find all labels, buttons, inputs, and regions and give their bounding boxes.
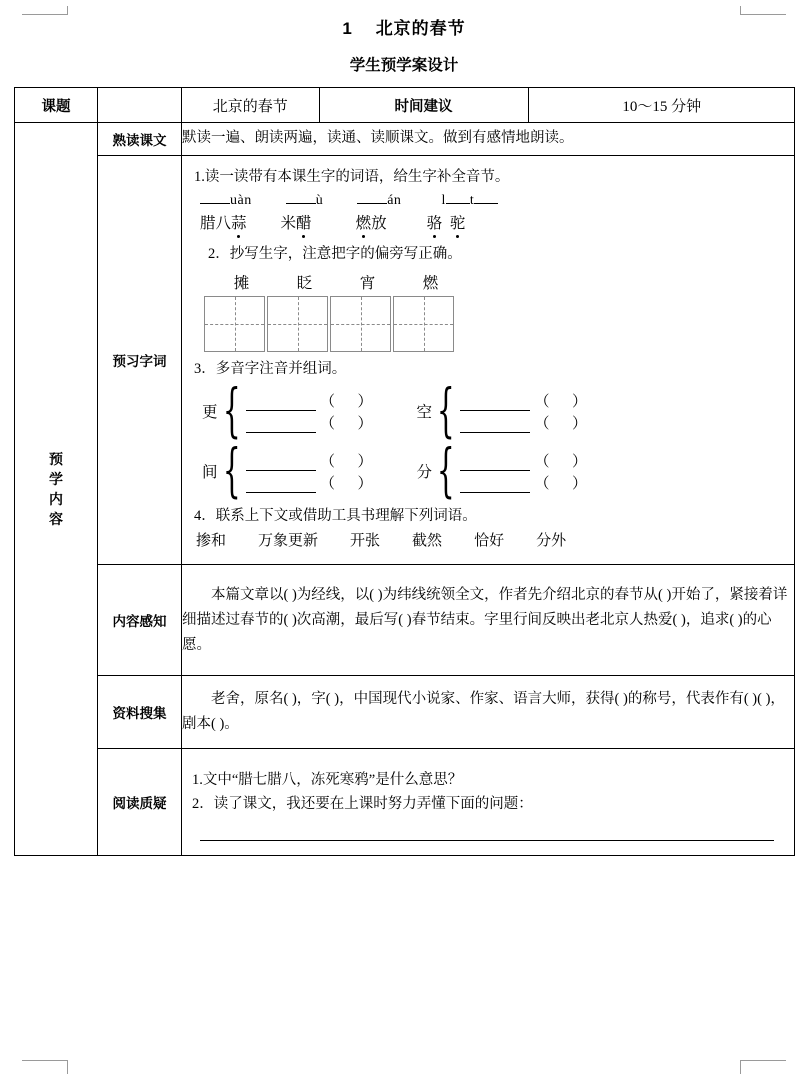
tianzige-box-3[interactable] (330, 296, 391, 352)
polyphone-paren-2b[interactable]: （ ） (534, 415, 587, 432)
pinyin-blank-3 (357, 192, 401, 210)
word-prefix-2: 米 (280, 214, 297, 232)
tianzige-grid-row (204, 296, 786, 352)
tianzige-box-2[interactable] (267, 296, 328, 352)
tianzige-box-1[interactable] (204, 296, 265, 352)
polyphone-paren-3a[interactable]: （ ） (319, 453, 373, 470)
polyphone-blank-1a[interactable] (246, 395, 316, 411)
table-row-questions (15, 749, 795, 856)
materials-text: 老舍，原名( )，字( )，中国现代小说家、作家、语言大师，获得( )的称号，代表作有( )( )，剧本( )。 (182, 691, 785, 733)
polyphone-lines-3 (246, 449, 373, 493)
word-item-4 (427, 211, 466, 233)
pinyin-item-2 (286, 192, 324, 210)
polyphone-paren-4b[interactable]: （ ） (534, 475, 587, 492)
polyphone-line-2a (460, 389, 587, 411)
pinyin-underline-4a[interactable] (446, 203, 470, 204)
vocabulary-block (182, 156, 794, 564)
vocab-word-6: 分外 (536, 533, 567, 550)
pinyin-item-4 (441, 192, 498, 210)
polyphone-row-1 (202, 377, 786, 445)
vocab-q3-prompt: 3．多音字注音并组词。 (194, 361, 347, 378)
vocab-word-1: 掺和 (196, 533, 227, 550)
vocab-q2-prompt: 2．抄写生字，注意把字的偏旁写正确。 (208, 245, 462, 262)
row-content-materials (182, 676, 795, 749)
pinyin-underline-4b[interactable] (474, 203, 498, 204)
crop-mark-bottom-left (22, 1051, 68, 1073)
polyphone-line-3b (246, 471, 373, 493)
polyphone-blank-3b[interactable] (246, 477, 316, 493)
vocab-word-5: 恰好 (474, 533, 505, 550)
pinyin-underline-2[interactable] (286, 203, 316, 204)
polyphone-line-4a (460, 449, 587, 471)
polyphone-paren-4a[interactable]: （ ） (534, 453, 587, 470)
polyphone-blank-1b[interactable] (246, 417, 316, 433)
polyphone-paren-1a[interactable]: （ ） (319, 393, 373, 410)
vertical-label-char-4: 容 (49, 511, 63, 528)
pinyin-item-1 (200, 192, 252, 210)
row-content-vocabulary (182, 156, 795, 565)
pinyin-blank-4 (441, 192, 498, 210)
pinyin-blank-1 (200, 192, 252, 210)
word-dotted-char-2: 醋 (296, 211, 312, 233)
pinyin-text-4: t (469, 193, 475, 209)
cell-header-right (182, 88, 795, 123)
polyphone-char-3: 间 (202, 463, 218, 481)
polyphone-line-4b (460, 471, 587, 493)
row-label-vocabulary: 预习字词 (98, 156, 182, 565)
word-dotted-char-4b: 驼 (450, 211, 466, 233)
row-content-questions (182, 749, 795, 856)
cell-time-label: 时间建议 (319, 88, 528, 122)
polyphone-group-2 (416, 377, 587, 445)
pinyin-underline-1[interactable] (200, 203, 230, 204)
vocab-q1-prompt: 1.读一读带有本课生字的词语，给生字补全音节。 (194, 169, 510, 185)
polyphone-blank-4b[interactable] (460, 477, 530, 493)
copy-char-4: 燃 (422, 275, 439, 293)
polyphone-lines-2 (460, 389, 587, 433)
copy-char-1: 摊 (233, 275, 250, 293)
question-line-2: 2．读了课文，我还要在上课时努力弄懂下面的问题： (192, 796, 533, 813)
vertical-label-char-2: 学 (49, 470, 63, 487)
copy-char-3: 宵 (359, 275, 376, 293)
table-row-content-sense (15, 565, 795, 676)
pinyin-text-3: án (387, 193, 402, 209)
vertical-label-stack (15, 449, 97, 530)
polyphone-paren-2a[interactable]: （ ） (534, 393, 587, 410)
copy-char-2: 眨 (296, 275, 313, 293)
word-prefix-1: 腊八 (200, 214, 232, 232)
word-dotted-char-3: 燃 (356, 211, 372, 233)
polyphone-paren-1b[interactable]: （ ） (319, 415, 373, 432)
vocab-word-3: 开张 (350, 533, 381, 550)
lesson-title: 北京的春节 (375, 19, 466, 38)
pinyin-prefix-4: l (441, 193, 446, 209)
vocab-word-2: 万象更新 (258, 533, 319, 550)
lesson-number: 1 (342, 19, 353, 38)
brace-icon-2: { (436, 377, 455, 445)
polyphone-line-3a (246, 449, 373, 471)
vertical-label-char-3: 内 (49, 491, 63, 508)
pinyin-text-2: ù (315, 193, 324, 209)
word-row (200, 211, 786, 233)
pinyin-row (200, 192, 786, 210)
pinyin-underline-3[interactable] (357, 203, 387, 204)
brace-icon-4: { (436, 437, 455, 505)
word-dotted-char-1: 蒜 (231, 211, 247, 233)
polyphone-row-2 (202, 437, 786, 505)
polyphone-group-1 (202, 377, 373, 445)
vocab-word-list (196, 529, 786, 550)
polyphone-lines-1 (246, 389, 373, 433)
table-row-header (15, 88, 795, 123)
polyphone-char-4: 分 (416, 463, 432, 481)
side-label-preview-content (15, 123, 98, 856)
row-label-materials: 资料搜集 (98, 676, 182, 749)
polyphone-group-4 (416, 437, 587, 505)
pinyin-text-1: uàn (230, 193, 252, 209)
word-item-2 (281, 211, 312, 233)
row-label-content-sense: 内容感知 (98, 565, 182, 676)
word-suffix-3: 放 (371, 214, 387, 232)
crop-mark-bottom-right (740, 1051, 786, 1073)
polyphone-blank-2b[interactable] (460, 417, 530, 433)
vocab-q4-prompt: 4．联系上下文或借助工具书理解下列词语。 (194, 507, 477, 524)
vocab-word-4: 截然 (412, 533, 443, 550)
word-item-3 (356, 211, 387, 233)
cell-topic-value-left (98, 88, 182, 123)
content-sense-text: 本篇文章以( )为经线，以( )为纬线统领全文，作者先介绍北京的春节从( )开始了，紧接着详细描述过春节的( )次高潮，最后写( )春节结束。字里行间反映出老北京人热爱( )，追求( )的心愿。 (182, 586, 788, 653)
word-dotted-char-4a: 骆 (427, 211, 443, 233)
table-row-read-aloud (15, 123, 795, 156)
copy-char-hints (210, 271, 786, 293)
vertical-label-char-1: 预 (49, 450, 63, 467)
brace-icon-3: { (222, 437, 241, 505)
polyphone-blank-3a[interactable] (246, 455, 316, 471)
row-content-content-sense (182, 565, 795, 676)
question-line-1: 1.文中“腊七腊八，冻死寒鸦”是什么意思？ (192, 771, 463, 788)
title-gap (353, 19, 376, 38)
polyphone-char-1: 更 (202, 403, 218, 421)
table-row-materials (15, 676, 795, 749)
polyphone-lines-4 (460, 449, 587, 493)
table-row-vocabulary (15, 156, 795, 565)
polyphone-line-2b (460, 411, 587, 433)
cell-topic-value: 北京的春节 (212, 98, 288, 115)
brace-icon-1: { (222, 377, 241, 445)
pinyin-item-3 (357, 192, 401, 210)
polyphone-line-1b (246, 411, 373, 433)
page-subtitle: 学生预学案设计 (349, 57, 459, 74)
word-item-1 (200, 211, 247, 233)
page-title (14, 14, 794, 39)
worksheet-page (14, 0, 794, 856)
row-label-read-aloud: 熟读课文 (98, 123, 182, 156)
answer-write-line[interactable] (200, 839, 774, 841)
tianzige-box-4[interactable] (393, 296, 454, 352)
pinyin-blank-2 (286, 192, 324, 210)
polyphone-group-3 (202, 437, 373, 505)
row-content-read-aloud: 默读一遍、朗读两遍，读通、读顺课文。做到有感情地朗读。 (182, 123, 795, 156)
worksheet-table (14, 87, 795, 856)
polyphone-char-2: 空 (416, 403, 432, 421)
polyphone-line-1a (246, 389, 373, 411)
questions-block (182, 758, 794, 847)
polyphone-paren-3b[interactable]: （ ） (319, 475, 373, 492)
polyphone-blank-2a[interactable] (460, 395, 530, 411)
cell-topic-label: 课题 (15, 88, 98, 123)
polyphone-blank-4a[interactable] (460, 455, 530, 471)
row-label-questions: 阅读质疑 (98, 749, 182, 856)
cell-time-value: 10～15 分钟 (528, 88, 795, 122)
